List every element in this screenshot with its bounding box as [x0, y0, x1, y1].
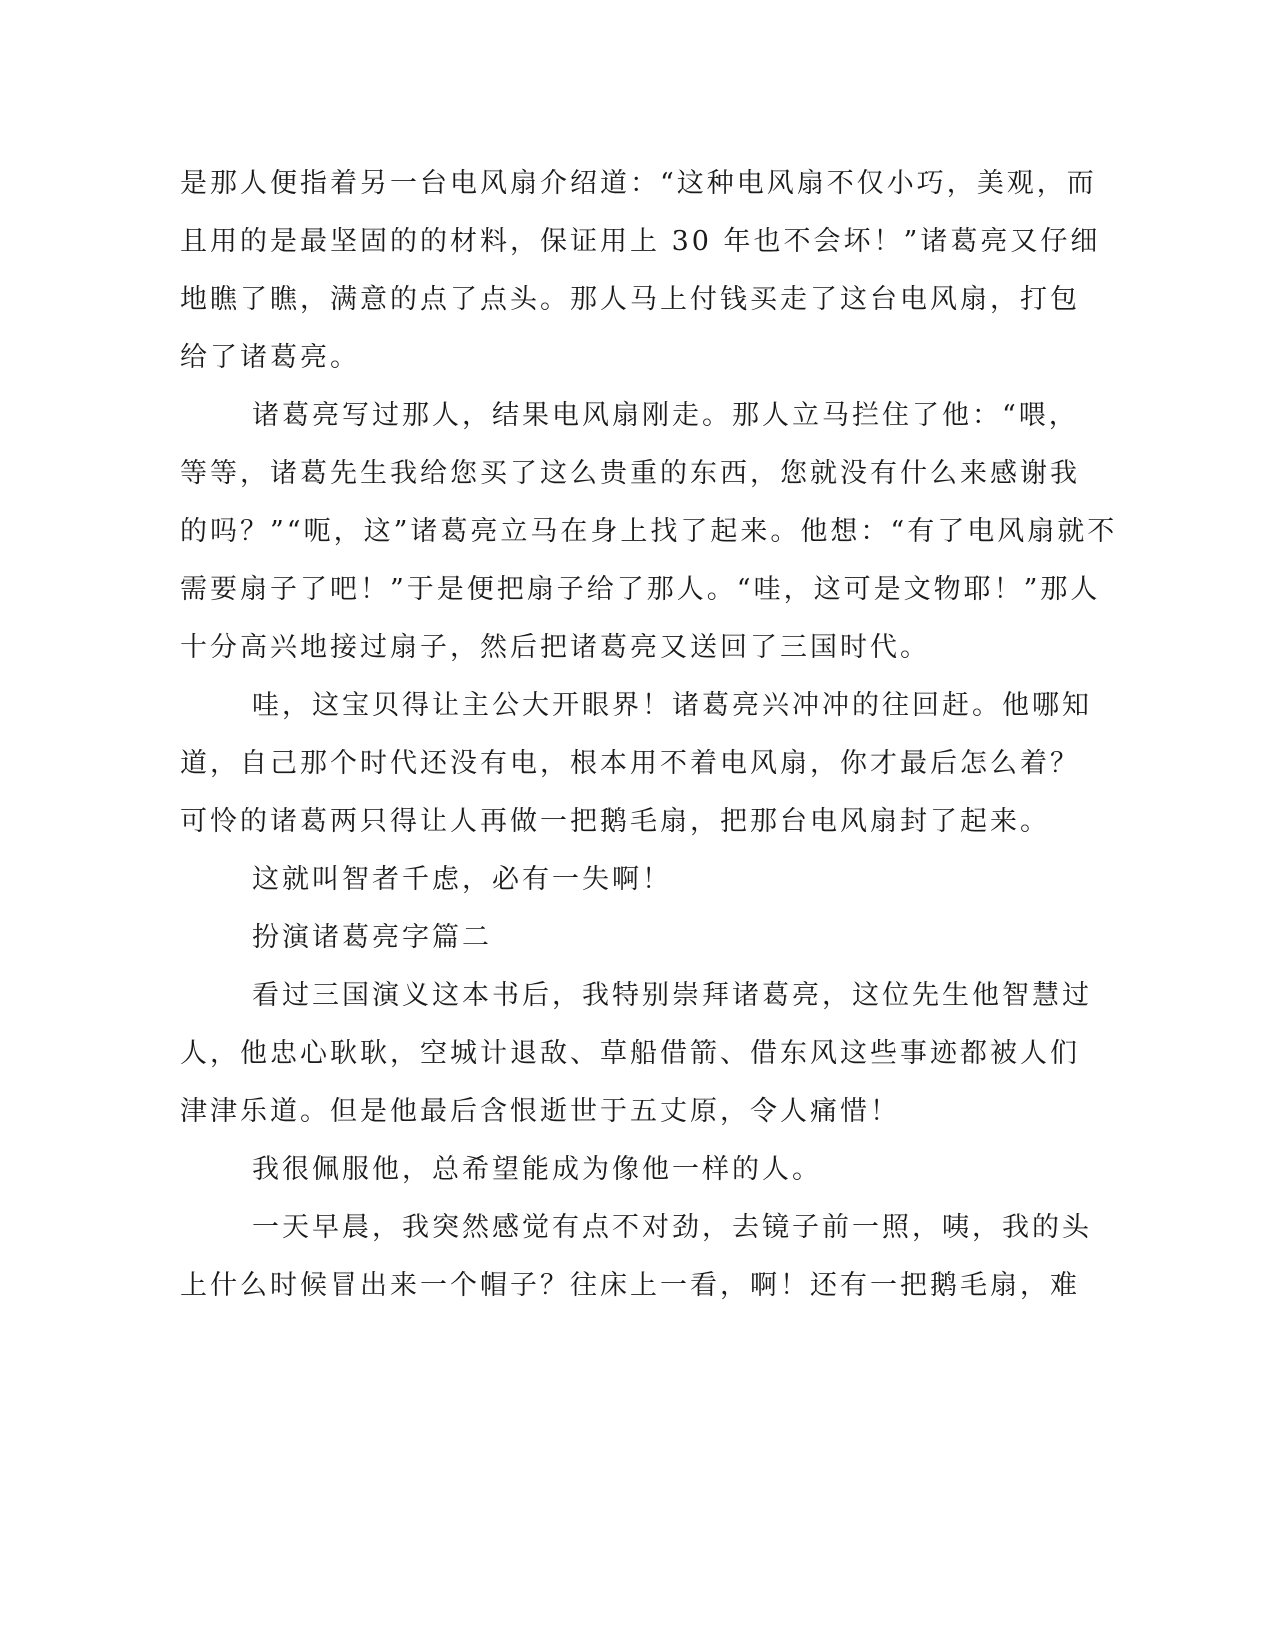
text-line: 道，自己那个时代还没有电，根本用不着电风扇，你才最后怎么着？: [180, 748, 1080, 779]
text-line: 需要扇子了吧！”于是便把扇子给了那人。“哇，这可是文物耶！”那人: [180, 574, 1101, 605]
text-line: 十分高兴地接过扇子，然后把诸葛亮又送回了三国时代。: [180, 632, 930, 663]
text-line: 的吗？”“呃，这”诸葛亮立马在身上找了起来。他想：“有了电风扇就不: [180, 516, 1118, 547]
text-line: 给了诸葛亮。: [180, 342, 360, 373]
paragraph-first-line: 这就叫智者千虑，必有一失啊！: [252, 864, 672, 895]
text-line: 可怜的诸葛两只得让人再做一把鹅毛扇，把那台电风扇封了起来。: [180, 806, 1050, 837]
paragraph-first-line: 看过三国演义这本书后，我特别崇拜诸葛亮，这位先生他智慧过: [252, 980, 1092, 1011]
section-heading: 扮演诸葛亮字篇二: [252, 922, 492, 953]
paragraph-first-line: 哇，这宝贝得让主公大开眼界！诸葛亮兴冲冲的往回赶。他哪知: [252, 690, 1092, 721]
text-line: 是那人便指着另一台电风扇介绍道：“这种电风扇不仅小巧，美观，而: [180, 168, 1097, 199]
paragraph-first-line: 诸葛亮写过那人，结果电风扇刚走。那人立马拦住了他：“喂，: [252, 400, 1079, 431]
text-line: 人，他忠心耿耿，空城计退敌、草船借箭、借东风这些事迹都被人们: [180, 1038, 1080, 1069]
document-body: [180, 155, 1118, 1315]
text-line: 津津乐道。但是他最后含恨逝世于五丈原，令人痛惜！: [180, 1096, 900, 1127]
paragraph-first-line: 一天早晨，我突然感觉有点不对劲，去镜子前一照，咦，我的头: [252, 1212, 1092, 1243]
paragraph-first-line: 我很佩服他，总希望能成为像他一样的人。: [252, 1154, 822, 1185]
text-line: 等等，诸葛先生我给您买了这么贵重的东西，您就没有什么来感谢我: [180, 458, 1080, 489]
text-line: 上什么时候冒出来一个帽子？往床上一看，啊！还有一把鹅毛扇，难: [180, 1270, 1080, 1301]
text-line: 且用的是最坚固的的材料，保证用上 30 年也不会坏！”诸葛亮又仔细: [180, 226, 1101, 257]
text-line: 地瞧了瞧，满意的点了点头。那人马上付钱买走了这台电风扇，打包: [180, 284, 1080, 315]
